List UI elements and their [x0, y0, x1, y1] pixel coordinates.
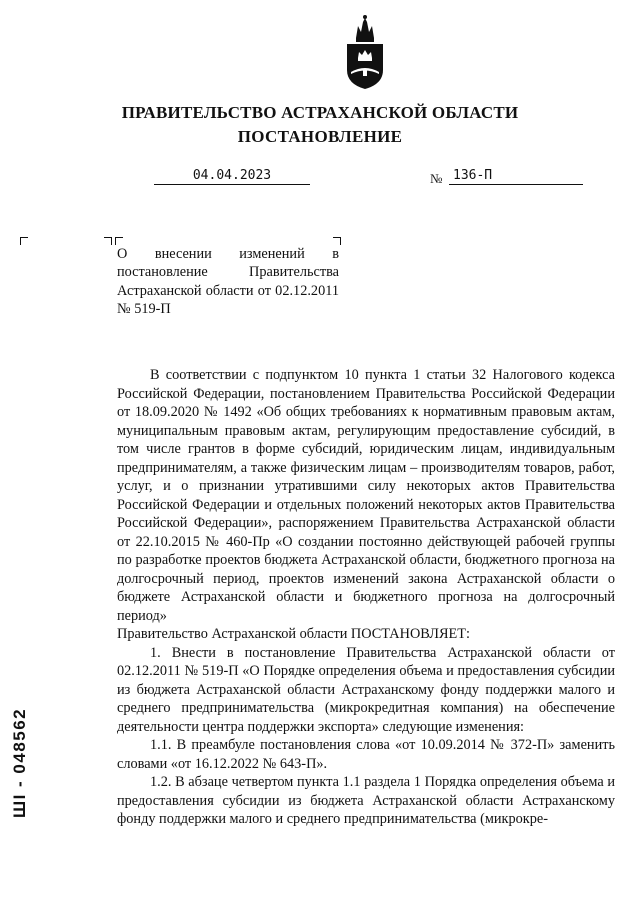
document-date: 04.04.2023 [154, 168, 310, 185]
serial-number-stamp: ШI - 048562 [10, 707, 29, 818]
corner-mark [333, 237, 341, 245]
document-number: 136-П [449, 168, 583, 185]
preamble-paragraph: В соответствии с подпунктом 10 пункта 1 статьи 32 Налогового кодекса Российской Федерации, постановлением Правительства Российской Федерации от 18.09.2020 № 1492 «Об общих требованиях к нормативным правовым актам, муниципальным правовым актам, регулирующим предоставление субсидий, в том числе грантов в форме субсидий, юридическим лицам, индивидуальным предпринимателям, а также физическим лицам – производителям товаров, работ, услуг, и о признании утратившими силу некоторых актов Правительства Российской Федерации и отдельных положений некоторых актов Правительства Российской Федерации», распоряжением Правительства Астраханской области от 22.10.2015 № 460-Пр «О создании постоянно действующей рабочей группы по разработке проектов бюджета Астраханской области, бюджетного прогноза на долгосрочный период, проектов изменений закона Астраханской области о бюджете Астраханской области и бюджетного прогноза на долгосрочный период» [117, 367, 615, 624]
item-1-2-paragraph: 1.2. В абзаце четвертом пункта 1.1 раздела 1 Порядка определения объема и предоставления субсидии из бюджета Астраханской области Астраханскому фонду поддержки малого и среднего предпринимательства (микрокре- [117, 774, 615, 827]
corner-mark [20, 237, 28, 245]
document-body [117, 366, 615, 829]
document-type: ПОСТАНОВЛЕНИЕ [237, 127, 403, 146]
corner-mark [115, 237, 123, 245]
item-1-1-paragraph: 1.1. В преамбуле постановления слова «от 10.09.2014 № 372-П» заменить словами «от 16.12.2022 № 643-П». [117, 737, 615, 772]
astrakhan-coat-of-arms-icon [343, 14, 387, 90]
item-1-paragraph: 1. Внести в постановление Правительства Астраханской области от 02.12.2011 № 519-П «О Порядке определения объема и предоставления субсидии из бюджета Астраханской области Астраханскому фонду поддержки малого и среднего предпринимательства (микрокредитная компания) на обеспечение деятельности центра поддержки экспорта» следующие изменения: [117, 644, 615, 735]
government-title: ПРАВИТЕЛЬСТВО АСТРАХАНСКОЙ ОБЛАСТИ [121, 103, 519, 122]
number-sign: № [430, 171, 443, 186]
document-subject: О внесении изменений в постановление Правительства Астраханской области от 02.12.2011 № 519-П [117, 246, 339, 318]
resolves-paragraph: Правительство Астраханской области ПОСТАНОВЛЯЕТ: [117, 626, 470, 642]
corner-mark [104, 237, 112, 245]
